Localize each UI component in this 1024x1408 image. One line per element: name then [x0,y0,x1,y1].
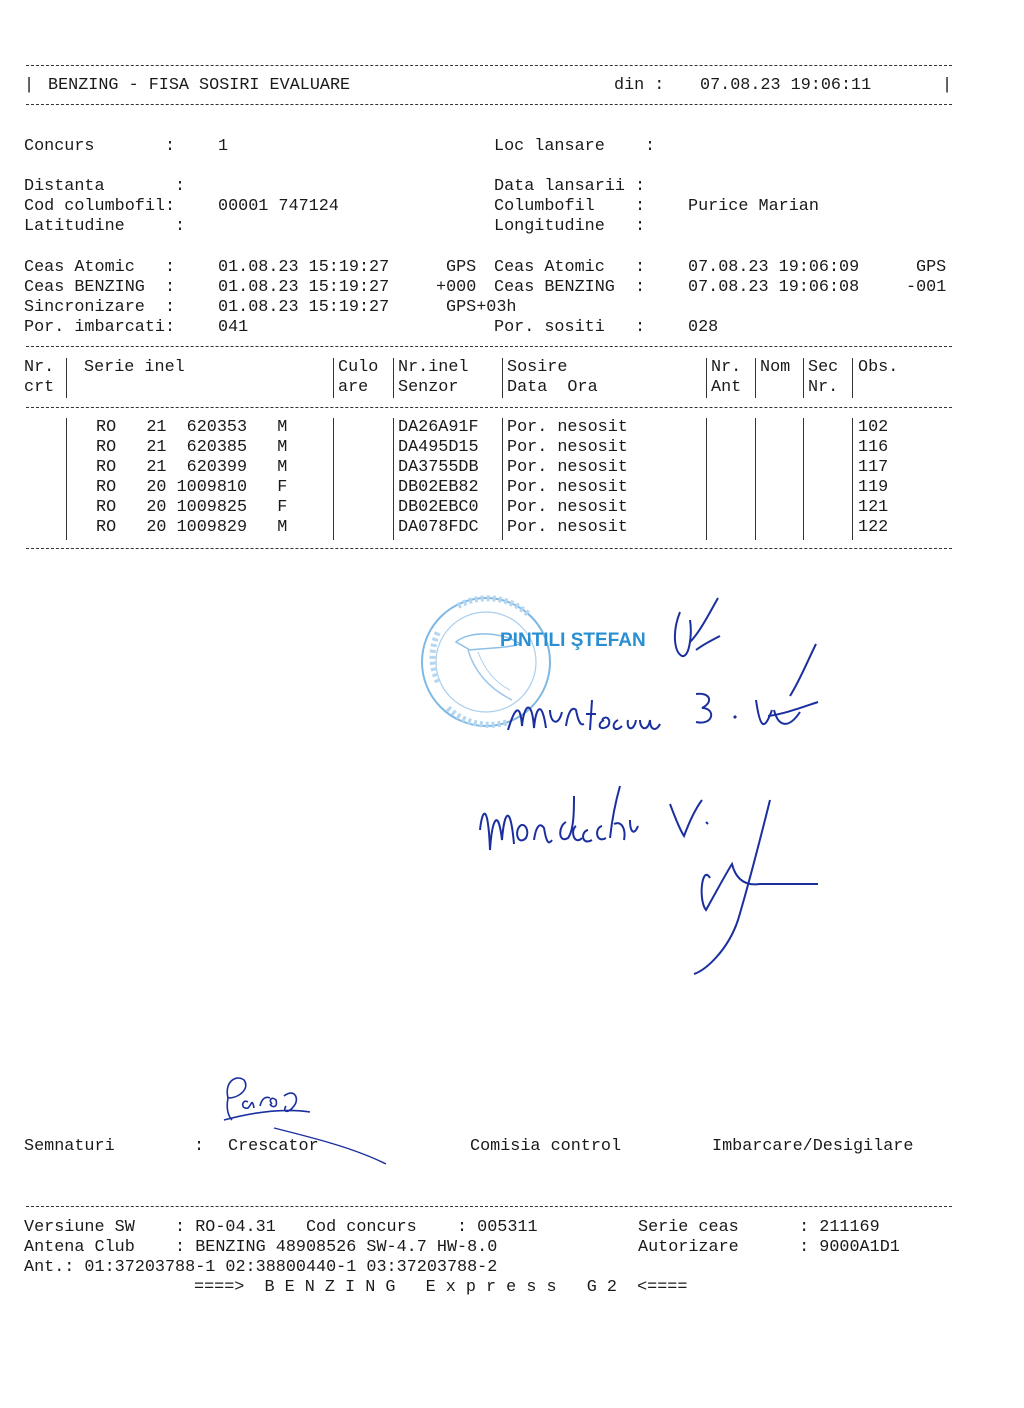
antena-club-line: Antena Club : BENZING 48908526 SW-4.7 HW-8.0 [24,1238,498,1257]
header-sep [502,358,503,398]
header-sep [66,358,67,398]
ceas-atomic-end-value: 07.08.23 19:06:09 [688,258,860,277]
por-sositi-label: Por. sositi : [494,318,646,337]
col-culoare-header-1: Culo [338,358,379,377]
cod-columbofil-value: 00001 747124 [218,197,339,216]
loc-lansare-label: Loc lansare : [494,137,656,156]
arrival-status: Por. nesosit [507,498,628,517]
body-sep [333,418,334,540]
stamp-name: PINTILI ŞTEFAN [500,630,646,651]
sensor-id: DA078FDC [398,518,479,537]
sensor-id: DB02EBC0 [398,498,479,517]
columbofil-value: Purice Marian [688,197,819,216]
crescator-label: Crescator [228,1137,319,1156]
col-ant-header-2: Ant [711,378,742,397]
por-imbarcati-value: 041 [218,318,249,337]
por-imbarcati-label: Por. imbarcati: [24,318,176,337]
table-header-rule [26,407,952,408]
arrival-status: Por. nesosit [507,438,628,457]
report-title: BENZING - FISA SOSIRI EVALUARE [48,76,351,95]
sincronizare-label: Sincronizare : [24,298,176,317]
date-label: din : [614,76,665,95]
sincronizare-value: 01.08.23 15:19:27 [218,298,390,317]
arrival-status: Por. nesosit [507,458,628,477]
imbarcare-desigilare-label: Imbarcare/Desigilare [712,1137,914,1156]
ceas-atomic-start-value: 01.08.23 15:19:27 [218,258,390,277]
ring-number: RO 20 1009829 M [96,518,288,537]
versiune-sw-line: Versiune SW : RO-04.31 Cod concurs : 005311 [24,1218,538,1237]
sincronizare-suffix: GPS+03h [446,298,517,317]
signature-mondache [470,760,830,990]
ceas-atomic-start-label: Ceas Atomic : [24,258,176,277]
header-sep [755,358,756,398]
table-bottom-rule [26,548,952,549]
body-sep [502,418,503,540]
table-top-rule [26,346,952,347]
concurs-label: Concurs : [24,137,176,156]
col-sec-header-1: Sec [808,358,839,377]
header-sep [333,358,334,398]
col-serie-header: Serie inel [84,358,185,377]
header-right-bar: | [942,76,953,95]
ceas-benzing-start-suffix: +000 [436,278,477,297]
ceas-benzing-end-label: Ceas BENZING : [494,278,646,297]
footer-rule [26,1206,952,1207]
sensor-id: DA3755DB [398,458,479,477]
ceas-atomic-end-label: Ceas Atomic : [494,258,646,277]
col-sosire-header-2: Data Ora [507,378,598,397]
header-sep [852,358,853,398]
header-left-bar: | [24,76,35,95]
obs-value: 122 [858,518,889,537]
signature-munteanu [500,640,830,750]
col-sosire-header-1: Sosire [507,358,568,377]
header-sep [393,358,394,398]
autorizare-line: Autorizare : 9000A1D1 [638,1238,900,1257]
obs-value: 102 [858,418,889,437]
ceas-benzing-start-value: 01.08.23 15:19:27 [218,278,390,297]
data-lansarii-label: Data lansarii : [494,177,646,196]
col-obs-header: Obs. [858,358,899,377]
body-sep [66,418,67,540]
arrival-status: Por. nesosit [507,518,628,537]
comisia-control-label: Comisia control [470,1137,622,1156]
col-culoare-header-2: are [338,378,369,397]
col-nrinel-header-2: Senzor [398,378,459,397]
ring-number: RO 20 1009810 F [96,478,288,497]
ceas-benzing-end-suffix: -001 [906,278,947,297]
col-sec-header-2: Nr. [808,378,839,397]
arrival-status: Por. nesosit [507,478,628,497]
ring-number: RO 20 1009825 F [96,498,288,517]
col-nr-header-1: Nr. [24,358,55,377]
obs-value: 116 [858,438,889,457]
body-sep [755,418,756,540]
header-sep [706,358,707,398]
obs-value: 121 [858,498,889,517]
concurs-value: 1 [218,137,229,156]
header-top-rule [26,65,952,66]
ceas-benzing-start-label: Ceas BENZING : [24,278,176,297]
body-sep [852,418,853,540]
col-ant-header-1: Nr. [711,358,742,377]
ceas-atomic-end-suffix: GPS [916,258,947,277]
distanta-label: Distanta : [24,177,186,196]
cod-columbofil-label: Cod columbofil: [24,197,176,216]
sensor-id: DB02EB82 [398,478,479,497]
obs-value: 117 [858,458,889,477]
report-datetime: 07.08.23 19:06:11 [700,76,872,95]
body-sep [803,418,804,540]
serie-ceas-line: Serie ceas : 211169 [638,1218,880,1237]
ring-number: RO 21 620353 M [96,418,288,437]
semnaturi-colon: : [194,1137,205,1156]
header-sep [803,358,804,398]
latitudine-label: Latitudine : [24,217,186,236]
columbofil-label: Columbofil : [494,197,646,216]
por-sositi-value: 028 [688,318,719,337]
ring-number: RO 21 620385 M [96,438,288,457]
antena-ids-line: Ant.: 01:37203788-1 02:38800440-1 03:37203788-2 [24,1258,498,1277]
sensor-id: DA495D15 [398,438,479,457]
obs-value: 119 [858,478,889,497]
col-nom-header: Nom [760,358,791,377]
body-sep [706,418,707,540]
semnaturi-label: Semnaturi [24,1137,115,1156]
ceas-benzing-end-value: 07.08.23 19:06:08 [688,278,860,297]
sensor-id: DA26A91F [398,418,479,437]
longitudine-label: Longitudine : [494,217,646,236]
arrival-status: Por. nesosit [507,418,628,437]
ceas-atomic-start-suffix: GPS [446,258,477,277]
col-nrinel-header-1: Nr.inel [398,358,469,377]
ring-number: RO 21 620399 M [96,458,288,477]
col-nr-header-2: crt [24,378,55,397]
header-bottom-rule [26,104,952,105]
body-sep [393,418,394,540]
benzing-banner: ====> B E N Z I N G E x p r e s s G 2 <==== [194,1278,688,1297]
